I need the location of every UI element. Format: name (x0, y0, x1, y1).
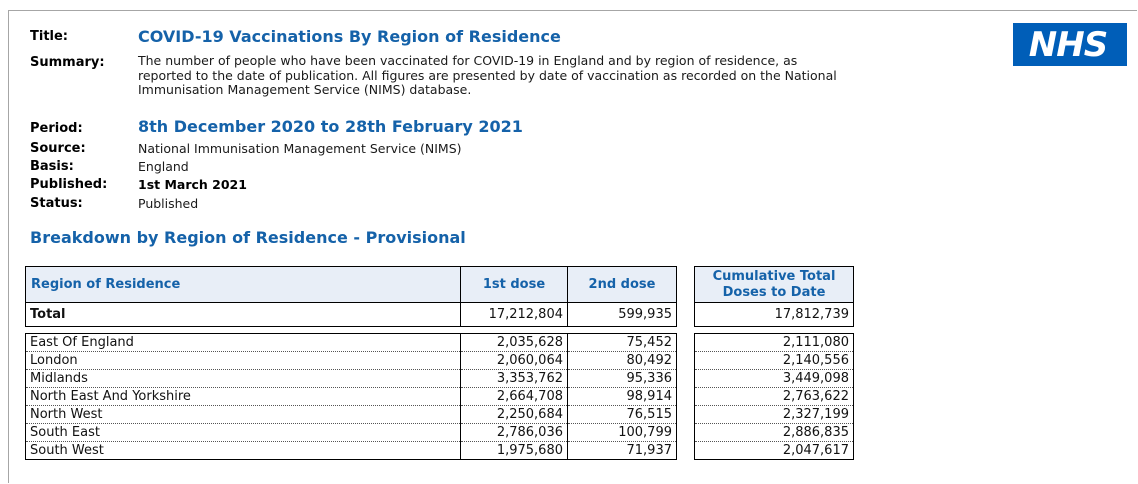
table-row (26, 352, 677, 370)
dose1-value: 2,060,064 (461, 352, 568, 370)
table-row (26, 370, 677, 388)
cumulative-value: 2,140,556 (695, 352, 854, 370)
cumulative-total-row (695, 303, 854, 327)
cumulative-value: 2,327,199 (695, 406, 854, 424)
dose1-value: 3,353,762 (461, 370, 568, 388)
page-title: COVID-19 Vaccinations By Region of Residence (138, 27, 561, 46)
vaccination-table-header (25, 266, 677, 327)
summary-label: Summary: (30, 55, 105, 70)
dose2-value: 71,937 (568, 442, 677, 460)
source-label: Source: (30, 141, 86, 156)
source-value: National Immunisation Management Service (NIMS) (138, 141, 462, 156)
summary-line-3: Immunisation Management Service (NIMS) database. (138, 82, 472, 97)
dose2-value: 75,452 (568, 334, 677, 352)
total-cumulative: 17,812,739 (695, 303, 854, 327)
dose2-value: 98,914 (568, 388, 677, 406)
cumulative-value: 2,047,617 (695, 442, 854, 460)
period-label: Period: (30, 121, 83, 136)
cumulative-value: 2,886,835 (695, 424, 854, 442)
column-header-1st-dose: 1st dose (461, 267, 568, 303)
dose2-value: 95,336 (568, 370, 677, 388)
status-label: Status: (30, 196, 83, 211)
table-row (695, 442, 854, 460)
status-value: Published (138, 196, 199, 211)
table-row (695, 334, 854, 352)
dose2-value: 80,492 (568, 352, 677, 370)
column-header-region: Region of Residence (26, 267, 461, 303)
table-row (26, 388, 677, 406)
table-row (26, 442, 677, 460)
dose2-value: 100,799 (568, 424, 677, 442)
summary-line-2: reported to the date of publication. All figures are presented by date of vaccination as recorded on the National (138, 67, 837, 83)
summary-line-1: The number of people who have been vaccinated for COVID-19 in England and by region of residence, as (138, 53, 798, 68)
dose1-value: 2,786,036 (461, 424, 568, 442)
cumulative-header-line-1: Cumulative Total (712, 268, 836, 284)
period-value: 8th December 2020 to 28th February 2021 (138, 117, 523, 136)
total-row (26, 303, 677, 327)
region-name: South West (26, 442, 461, 460)
table-row (26, 334, 677, 352)
region-name: Midlands (26, 370, 461, 388)
total-row-label: Total (26, 303, 461, 327)
region-name: South East (26, 424, 461, 442)
table-row (695, 388, 854, 406)
basis-value: England (138, 159, 189, 174)
table-header-row (26, 267, 677, 303)
cumulative-header-line-2: Doses to Date (722, 284, 826, 300)
cumulative-value: 2,763,622 (695, 388, 854, 406)
table-row (26, 406, 677, 424)
region-name: North East And Yorkshire (26, 388, 461, 406)
region-name: East Of England (30, 334, 134, 350)
table-row (695, 370, 854, 388)
region-data-table (25, 333, 677, 460)
dose1-value: 2,035,628 (461, 334, 568, 352)
column-header-cumulative (695, 267, 854, 303)
basis-label: Basis: (30, 159, 74, 174)
region-name: London (26, 352, 461, 370)
cumulative-value: 3,449,098 (695, 370, 854, 388)
table-row (26, 424, 677, 442)
dose1-value: 2,664,708 (461, 388, 568, 406)
title-label: Title: (30, 29, 69, 44)
summary-text (138, 54, 837, 98)
nhs-logo: NHS (1013, 23, 1127, 66)
total-2nd-dose: 599,935 (568, 303, 677, 327)
published-label: Published: (30, 177, 108, 192)
cumulative-value: 2,111,080 (782, 334, 849, 350)
column-header-2nd-dose: 2nd dose (568, 267, 677, 303)
cumulative-table-header (694, 266, 854, 327)
published-value: 1st March 2021 (138, 177, 247, 192)
table-row (695, 406, 854, 424)
table-row (695, 352, 854, 370)
cumulative-header-row (695, 267, 854, 303)
cumulative-data-table (694, 333, 854, 460)
table-row (695, 424, 854, 442)
region-name: North West (26, 406, 461, 424)
section-heading: Breakdown by Region of Residence - Provisional (30, 228, 466, 247)
total-1st-dose: 17,212,804 (461, 303, 568, 327)
dose2-value: 76,515 (568, 406, 677, 424)
dose1-value: 2,250,684 (461, 406, 568, 424)
dose1-value: 1,975,680 (461, 442, 568, 460)
